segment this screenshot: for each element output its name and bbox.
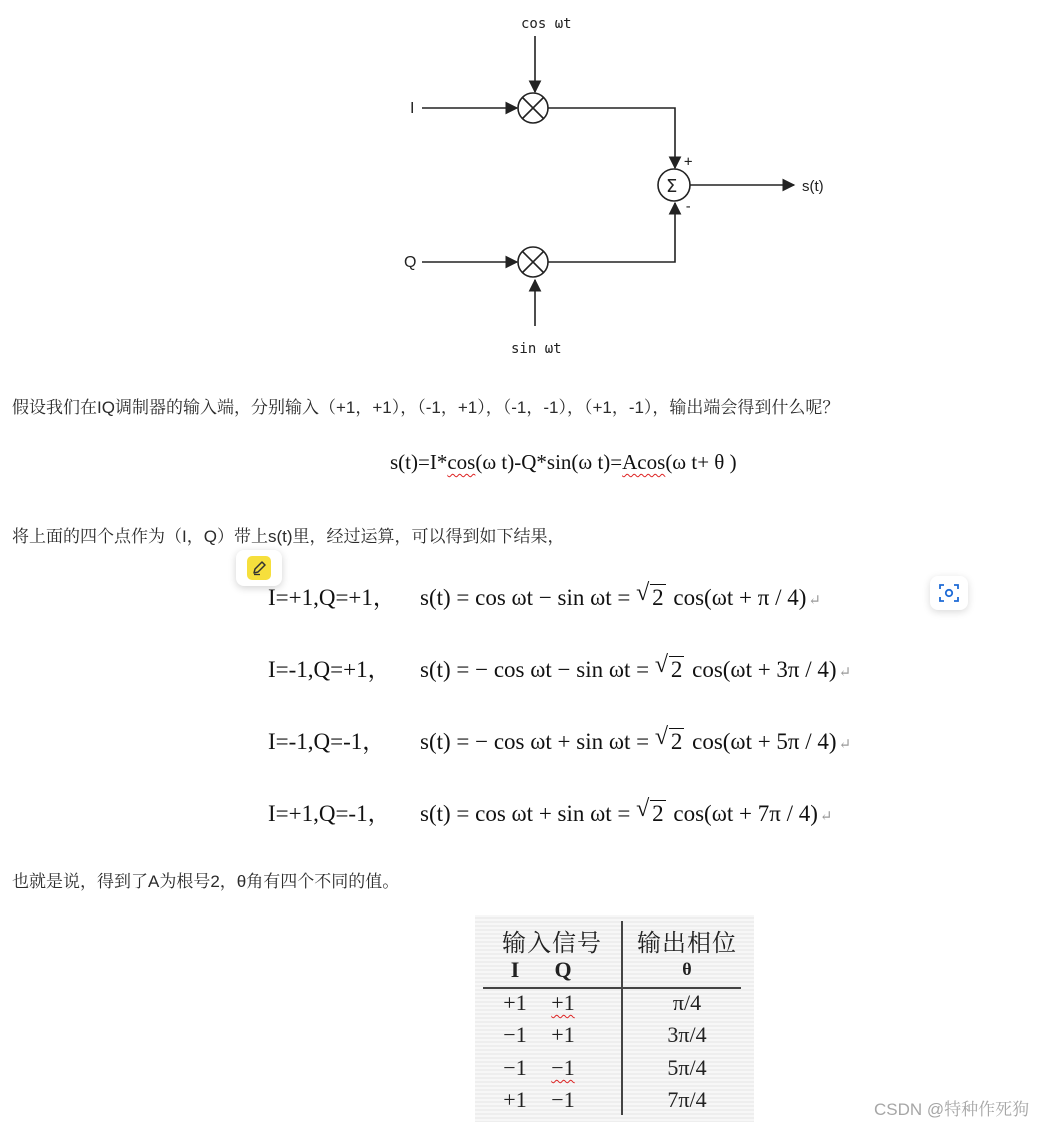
table-row-4-i: +1 [503, 1087, 527, 1112]
iq-modulator-diagram [390, 8, 850, 363]
table-col-i: I [510, 957, 520, 982]
table-row-1-q: +1 [551, 990, 575, 1015]
edit-pen-icon [251, 560, 267, 576]
plus-sign: + [684, 154, 693, 170]
conclusion-paragraph: 也就是说，得到了A为根号2，θ角有四个不同的值。 [12, 872, 400, 891]
table-header-input: 输入信号 [502, 931, 602, 957]
phase-table [475, 915, 754, 1122]
intro-paragraph: 假设我们在IQ调制器的输入端，分别输入（+1，+1），（-1，+1），（-1，-1），（+1，-1），输出端会得到什么呢？ [12, 398, 840, 417]
table-row-3-phase: 5π/4 [667, 1055, 707, 1080]
equation-2: I=-1,Q=+1， s(t) = − cos ωt − sin ωt = √ 2 cos(ωt + 3π / 4) ↵ [268, 652, 852, 682]
watermark: CSDN @特种作死狗 [874, 1100, 1030, 1119]
table-header-output: 输出相位 [637, 931, 737, 957]
svg-text:Σ: Σ [666, 176, 678, 197]
step-paragraph: 将上面的四个点作为（I，Q）带上s(t)里，经过运算，可以得到如下结果， [12, 527, 565, 546]
i-input-label: I [410, 100, 415, 117]
equation-4: I=+1,Q=-1， s(t) = cos ωt + sin ωt = √ 2 cos(ωt + 7π / 4) ↵ [268, 796, 833, 826]
minus-sign: - [684, 199, 693, 215]
table-row-4-q: −1 [551, 1087, 575, 1112]
table-col-q: Q [554, 957, 572, 982]
table-row-1-i: +1 [503, 990, 527, 1015]
multiplier-top [518, 93, 548, 123]
sin-omega-t-label: sin ωt [511, 341, 562, 357]
table-row-2-phase: 3π/4 [667, 1022, 707, 1047]
table-row-3-i: −1 [503, 1055, 527, 1080]
multiplier-bottom [518, 247, 548, 277]
scan-button[interactable] [930, 576, 968, 610]
table-row-1-phase: π/4 [672, 990, 702, 1015]
equation-1: I=+1,Q=+1， s(t) = cos ωt − sin ωt = √ 2 cos(ωt + π / 4) ↵ [268, 580, 821, 610]
table-row-4-phase: 7π/4 [667, 1087, 707, 1112]
q-input-label: Q [404, 254, 417, 271]
output-label: s(t) [802, 178, 824, 195]
main-formula: s(t)=I*cos(ω t)-Q*sin(ω t)=Acos(ω t+ θ ) [390, 450, 737, 474]
table-row-2-i: −1 [503, 1022, 527, 1047]
equation-3: I=-1,Q=-1， s(t) = − cos ωt + sin ωt = √ 2 cos(ωt + 5π / 4) ↵ [268, 724, 852, 754]
scan-icon [938, 582, 960, 604]
summer-node [658, 169, 690, 201]
table-row-3-q: −1 [551, 1055, 575, 1080]
table-col-theta: θ [682, 959, 692, 979]
cos-omega-t-label: cos ωt [521, 16, 572, 32]
table-row-2-q: +1 [551, 1022, 575, 1047]
